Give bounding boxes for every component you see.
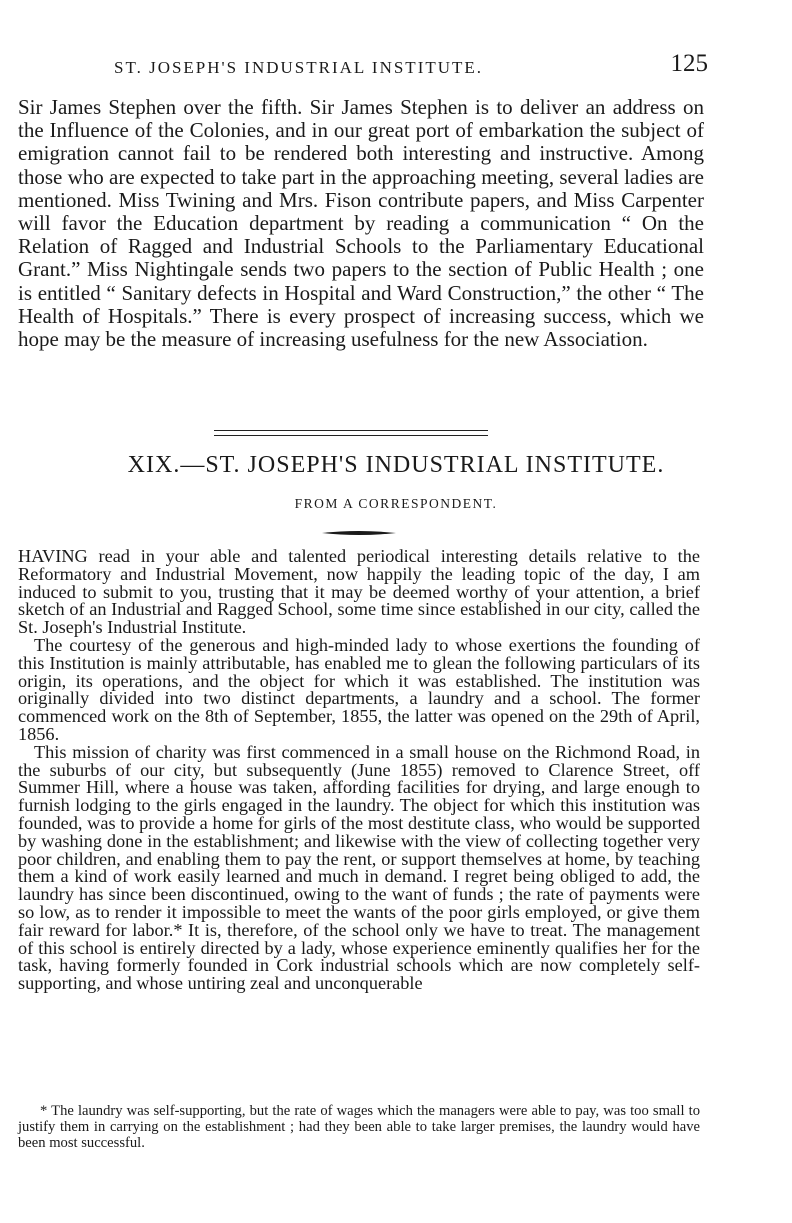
section-divider-rule <box>214 430 488 436</box>
section-title: XIX.—ST. JOSEPH'S INDUSTRIAL INSTITUTE. <box>127 452 665 478</box>
footnote: * The laundry was self-supporting, but the rate of wages which the managers were able to pay, was too small to justify them in carrying on the establishment ; had they been able to take larger premises, the laundry would have been most successful. <box>18 1103 700 1151</box>
article-paragraph: The courtesy of the generous and high-minded lady to whose exertions the founding of this Institution is mainly attributable, has enabled me to glean the following particulars of its origin, its operations, and the object for which it was established. The institution was originally divided into two distinct departments, a laundry and a school. The former commenced work on the 8th of September, 1855, the latter was opened on the 29th of April, 1856. <box>18 634 700 744</box>
page-number: 125 <box>670 50 708 77</box>
article-paragraph: This mission of charity was first commenced in a small house on the Richmond Road, in the suburbs of our city, but subsequently (June 1855) removed to Clarence Street, off Summer Hill, where a house was taken, affording facilities for drying, and large enough to furnish lodging to the girls engaged in the laundry. The object for which this institution was founded, was to provide a home for girls of the most destitute class, who would be supported by washing done in the establishment; and likewise with the view of collecting together very poor children, and enabling them to pay the rent, or support themselves at home, by teaching them a kind of work easily learned and much in demand. I regret being obliged to add, the laundry has since been discontinued, owing to the want of funds ; the rate of payments were so low, as to render it impossible to meet the wants of the poor girls employed, or give them fair reward for labor.* It is, therefore, of the school only we have to treat. The management of this school is entirely directed by a lady, whose experience eminently qualifies her for the task, having formerly founded in Cork industrial schools which are now completely self-supporting, and whose untiring zeal and unconquerable <box>18 741 700 994</box>
ornament-divider <box>322 529 396 537</box>
intro-paragraph: Sir James Stephen over the fifth. Sir James Stephen is to deliver an address on the Influence of the Colonies, and in our great port of embarkation the subject of emigration cannot fail to be rendered both interesting and instructive. Among those who are expected to take part in the approaching meeting, several ladies are mentioned. Miss Twining and Mrs. Fison contribute papers, and Miss Carpenter will favor the Education department by reading a communication “ On the Relation of Ragged and Industrial Schools to the Parliamentary Educational Grant.” Miss Nightingale sends two papers to the section of Public Health ; one is entitled “ Sanitary defects in Hospital and Ward Construction,” the other “ The Health of Hospitals.” There is every prospect of increasing success, which we hope may be the measure of increasing usefulness for the new Association. <box>18 95 704 352</box>
article-paragraph: HAVING read in your able and talented periodical interesting details relative to the Reformatory and Industrial Movement, now happily the leading topic of the day, I am induced to submit to you, trusting that it may be deemed worthy of your attention, a brief sketch of an Industrial and Ragged School, some time since established in our city, called the St. Joseph's Industrial Institute. <box>18 546 700 638</box>
section-subtitle: FROM A CORRESPONDENT. <box>294 496 498 511</box>
running-title: ST. JOSEPH'S INDUSTRIAL INSTITUTE. <box>114 58 484 77</box>
article-body <box>18 548 700 993</box>
running-header <box>18 50 708 82</box>
